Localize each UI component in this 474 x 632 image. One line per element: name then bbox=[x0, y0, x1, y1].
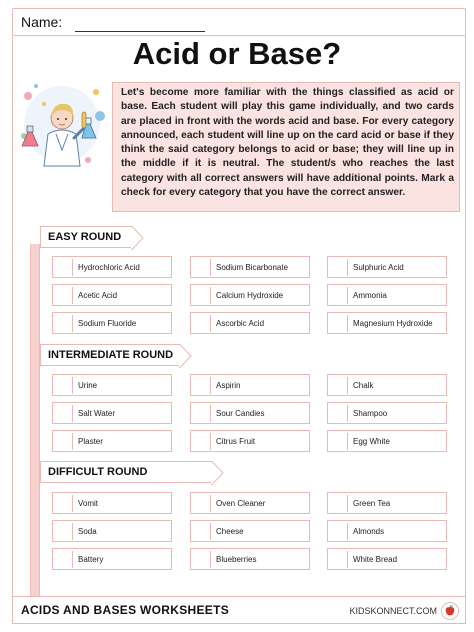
checkbox[interactable] bbox=[330, 259, 348, 276]
answer-card bbox=[327, 548, 447, 570]
intermediate-round-title: INTERMEDIATE ROUND bbox=[48, 349, 174, 361]
apple-icon bbox=[441, 602, 459, 620]
checkbox[interactable] bbox=[193, 405, 211, 422]
answer-label: Battery bbox=[78, 555, 104, 564]
checkbox[interactable] bbox=[193, 551, 211, 568]
checkbox[interactable] bbox=[330, 433, 348, 450]
timeline-band bbox=[30, 244, 40, 596]
answer-label: Calcium Hydroxide bbox=[216, 291, 284, 300]
checkbox[interactable] bbox=[55, 433, 73, 450]
name-field[interactable] bbox=[12, 8, 466, 36]
left-border bbox=[12, 36, 13, 596]
answer-card bbox=[327, 402, 447, 424]
answer-label: Urine bbox=[78, 381, 98, 390]
answer-label: Cheese bbox=[216, 527, 244, 536]
answer-card bbox=[190, 492, 310, 514]
answer-card bbox=[327, 520, 447, 542]
footer-site: KIDSKONNECT.COM bbox=[349, 606, 437, 616]
answer-card bbox=[190, 548, 310, 570]
banner-arrow-icon bbox=[211, 461, 224, 485]
answer-card bbox=[190, 520, 310, 542]
checkbox[interactable] bbox=[193, 433, 211, 450]
answer-label: Ascorbic Acid bbox=[216, 319, 265, 328]
answer-card bbox=[190, 402, 310, 424]
intermediate-round-banner bbox=[40, 344, 180, 366]
footer bbox=[12, 596, 466, 624]
checkbox[interactable] bbox=[330, 495, 348, 512]
checkbox[interactable] bbox=[193, 259, 211, 276]
checkbox[interactable] bbox=[55, 287, 73, 304]
checkbox[interactable] bbox=[55, 405, 73, 422]
answer-card bbox=[190, 312, 310, 334]
answer-label: Egg White bbox=[353, 437, 390, 446]
answer-card bbox=[52, 374, 172, 396]
banner-arrow-icon bbox=[131, 226, 144, 250]
answer-label: Salt Water bbox=[78, 409, 116, 418]
answer-card bbox=[52, 520, 172, 542]
answer-card bbox=[52, 402, 172, 424]
checkbox[interactable] bbox=[55, 315, 73, 332]
name-label: Name: bbox=[21, 14, 63, 30]
difficult-round-banner bbox=[40, 461, 212, 483]
checkbox[interactable] bbox=[330, 377, 348, 394]
checkbox[interactable] bbox=[330, 315, 348, 332]
answer-card bbox=[327, 492, 447, 514]
answer-label: Chalk bbox=[353, 381, 374, 390]
answer-label: Vomit bbox=[78, 499, 99, 508]
answer-card bbox=[327, 284, 447, 306]
answer-card bbox=[52, 430, 172, 452]
answer-label: Almonds bbox=[353, 527, 385, 536]
answer-label: Citrus Fruit bbox=[216, 437, 256, 446]
page-title: Acid or Base? bbox=[132, 36, 342, 71]
answer-label: Acetic Acid bbox=[78, 291, 118, 300]
easy-round-banner bbox=[40, 226, 132, 248]
difficult-round-title: DIFFICULT ROUND bbox=[48, 466, 148, 478]
checkbox[interactable] bbox=[330, 405, 348, 422]
answer-label: Oven Cleaner bbox=[216, 499, 266, 508]
answer-label: Sodium Fluoride bbox=[78, 319, 137, 328]
answer-label: Hydrochloric Acid bbox=[78, 263, 140, 272]
checkbox[interactable] bbox=[55, 377, 73, 394]
checkbox[interactable] bbox=[330, 523, 348, 540]
answer-label: Ammonia bbox=[353, 291, 387, 300]
answer-label: Green Tea bbox=[353, 499, 391, 508]
checkbox[interactable] bbox=[55, 495, 73, 512]
answer-card bbox=[52, 256, 172, 278]
checkbox[interactable] bbox=[193, 377, 211, 394]
answer-label: Soda bbox=[78, 527, 97, 536]
checkbox[interactable] bbox=[193, 315, 211, 332]
answer-label: Aspirin bbox=[216, 381, 241, 390]
scientist-illustration bbox=[14, 76, 110, 170]
answer-label: Magnesium Hydroxide bbox=[353, 319, 433, 328]
answer-card bbox=[327, 374, 447, 396]
checkbox[interactable] bbox=[193, 495, 211, 512]
checkbox[interactable] bbox=[193, 523, 211, 540]
instructions-box: Let's become more familiar with the things classified as acid or base. Each student will play this game individually, and two cards are placed in front with the words acid and base. For every category announced, each student will line up on the card acid or base if they think the said category belongs to acid or base; they will line up in the middle if it is neutral. The student/s who reaches the last category with all correct answers will have additional points. Mark a check for every category that you have the correct answer. bbox=[112, 82, 460, 212]
answer-card bbox=[190, 256, 310, 278]
answer-label: Sour Candies bbox=[216, 409, 265, 418]
answer-card bbox=[52, 492, 172, 514]
answer-card bbox=[190, 430, 310, 452]
answer-label: Blueberries bbox=[216, 555, 257, 564]
checkbox[interactable] bbox=[55, 551, 73, 568]
checkbox[interactable] bbox=[330, 287, 348, 304]
answer-card bbox=[190, 374, 310, 396]
footer-title: ACIDS AND BASES WORKSHEETS bbox=[21, 603, 230, 617]
checkbox[interactable] bbox=[55, 523, 73, 540]
answer-label: Plaster bbox=[78, 437, 103, 446]
answer-label: Sulphuric Acid bbox=[353, 263, 404, 272]
answer-card bbox=[52, 312, 172, 334]
banner-arrow-icon bbox=[179, 344, 192, 368]
easy-round-title: EASY ROUND bbox=[48, 231, 122, 243]
answer-card bbox=[327, 256, 447, 278]
checkbox[interactable] bbox=[330, 551, 348, 568]
checkbox[interactable] bbox=[55, 259, 73, 276]
answer-label: Shampoo bbox=[353, 409, 388, 418]
right-border bbox=[465, 36, 466, 596]
answer-card bbox=[190, 284, 310, 306]
answer-label: White Bread bbox=[353, 555, 398, 564]
answer-card bbox=[52, 548, 172, 570]
answer-card bbox=[52, 284, 172, 306]
answer-card bbox=[327, 312, 447, 334]
answer-card bbox=[327, 430, 447, 452]
answer-label: Sodium Bicarbonate bbox=[216, 263, 289, 272]
name-blank[interactable] bbox=[75, 31, 205, 32]
checkbox[interactable] bbox=[193, 287, 211, 304]
